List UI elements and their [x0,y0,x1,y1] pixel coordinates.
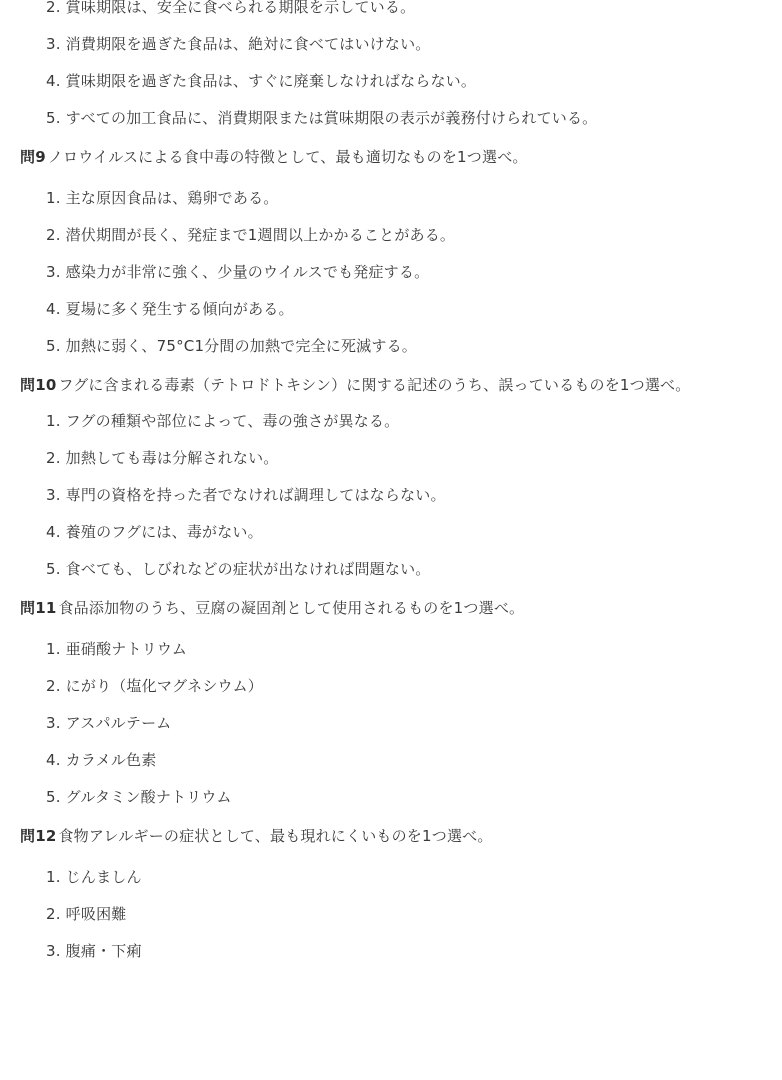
option-item: 1. 亜硝酸ナトリウム [46,640,188,658]
question-number: 問12 [20,827,57,845]
question-9 [0,140,782,365]
question-heading [0,819,782,853]
options-list [0,631,782,816]
option-item: 3. 感染力が非常に強く、少量のウイルスでも発症する。 [46,263,430,281]
option-item: 3. 腹痛・下痢 [46,942,142,960]
question-text: 食物アレルギーの症状として、最も現れにくいものを1つ選べ。 [58,827,493,845]
option-item: 4. カラメル色素 [46,751,157,769]
question-heading [0,591,782,625]
option-item: 2. 潜伏期間が長く、発症まで1週間以上かかることがある。 [46,226,456,244]
question-8-partial [0,0,782,137]
question-text: フグに含まれる毒素（テトロドトキシン）に関する記述のうち、誤っているものを1つ選べ。 [58,376,691,394]
option-item: 3. 専門の資格を持った者でなければ調理してはならない。 [46,486,446,504]
option-item: 5. すべての加工食品に、消費期限または賞味期限の表示が義務付けられている。 [46,109,598,127]
option-item: 1. フグの種類や部位によって、毒の強さが異なる。 [46,412,400,430]
option-item: 5. グルタミン酸ナトリウム [46,788,232,806]
options-list [0,180,782,365]
question-number: 問10 [20,376,57,394]
question-number: 問11 [20,599,57,617]
question-11 [0,591,782,816]
option-item: 1. 主な原因食品は、鶏卵である。 [46,189,279,207]
question-10 [0,369,782,588]
option-item: 2. 賞味期限は、安全に食べられる期限を示している。 [46,0,416,16]
option-item: 2. 加熱しても毒は分解されない。 [46,449,279,467]
option-item: 4. 夏場に多く発生する傾向がある。 [46,300,294,318]
question-text: ノロウイルスによる食中毒の特徴として、最も適切なものを1つ選べ。 [47,148,528,166]
option-item: 4. 賞味期限を過ぎた食品は、すぐに廃棄しなければならない。 [46,72,477,90]
options-list [0,0,782,137]
option-item: 3. 消費期限を過ぎた食品は、絶対に食べてはいけない。 [46,35,431,53]
question-heading [0,140,782,174]
question-12 [0,819,782,970]
option-item: 5. 加熱に弱く、75°C1分間の加熱で完全に死滅する。 [46,337,417,355]
option-item: 3. アスパルテーム [46,714,172,732]
options-list [0,859,782,970]
options-list [0,403,782,588]
option-item: 4. 養殖のフグには、毒がない。 [46,523,263,541]
question-heading [0,369,782,401]
option-item: 2. にがり（塩化マグネシウム） [46,677,263,695]
question-number: 問9 [20,148,46,166]
question-text: 食品添加物のうち、豆腐の凝固剤として使用されるものを1つ選べ。 [58,599,525,617]
option-item: 1. じんましん [46,868,142,886]
option-item: 2. 呼吸困難 [46,905,127,923]
option-item: 5. 食べても、しびれなどの症状が出なければ問題ない。 [46,560,431,578]
